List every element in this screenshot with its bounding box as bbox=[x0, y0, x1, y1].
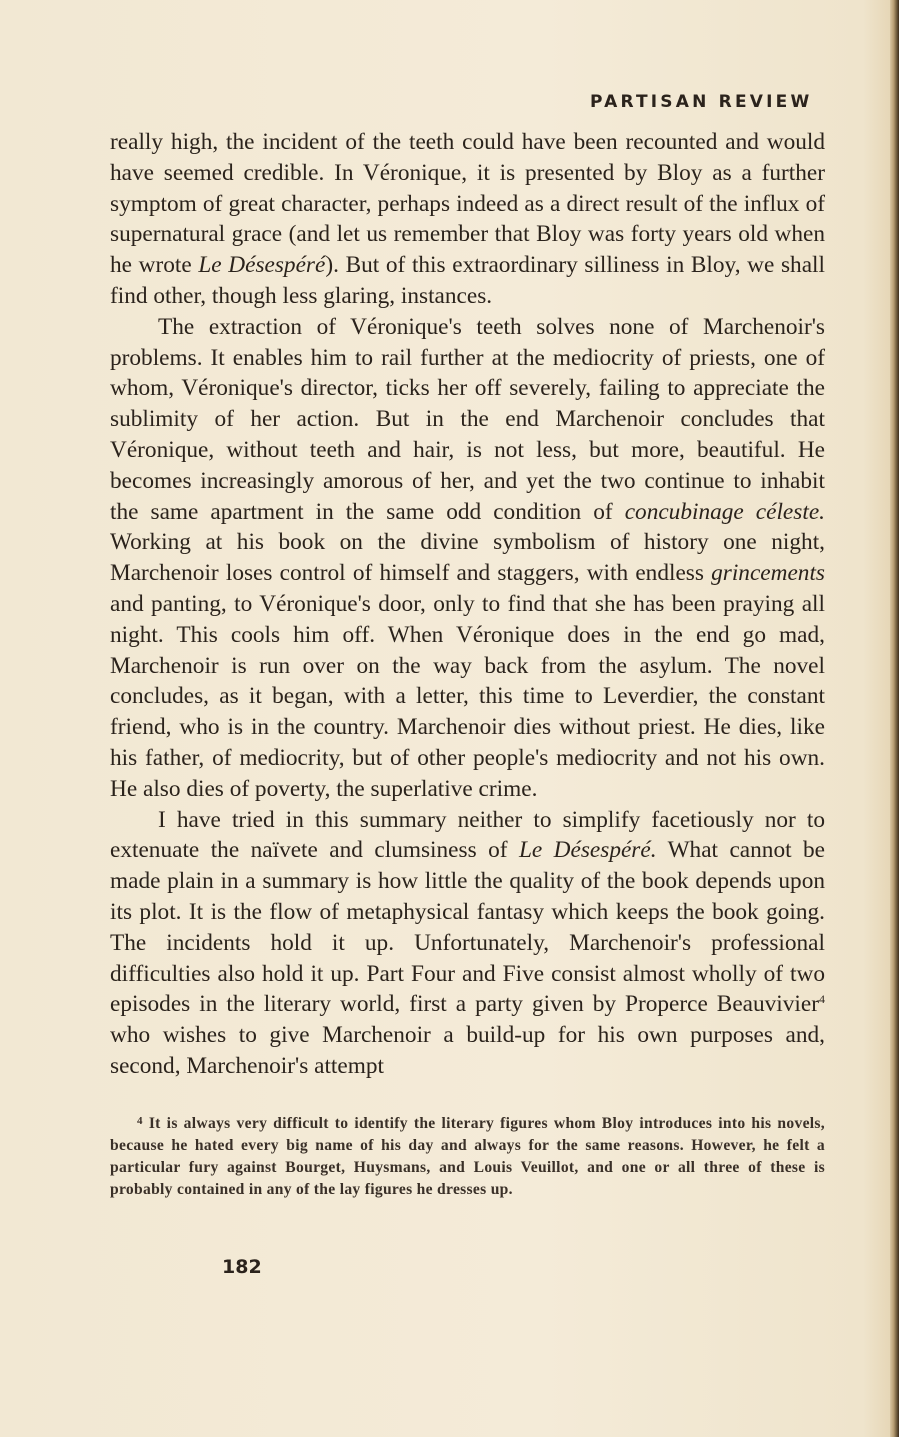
paragraph-3-text-a: I have tried in this summary neither to simplify facetiously nor to extenuate the naïvete and clumsiness of bbox=[110, 806, 825, 864]
french-term-italic: concubinage céleste. bbox=[624, 498, 825, 525]
book-title-italic: Le Désespéré. bbox=[518, 837, 657, 864]
footnote-text: It is always very difficult to identify the literary figures whom Bloy introduces into his novels, because he hated every big name of his day and always for the same reasons. However, he felt a particular fury against Bourget, Huysmans, and Louis Veuillot, and one or all three of these is probably contained in any of the lay figures he dresses up. bbox=[110, 1115, 825, 1198]
footnote bbox=[110, 1110, 825, 1201]
paragraph-2-text-c: and panting, to Véronique's door, only to find that she has been praying all night. This cools him off. When Véronique does in the end go mad, Marchenoir is run over on the way back from the asylum. The novel concludes, as it began, with a letter, this time to Leverdier, the constant friend, who is in the country. Marchenoir dies without priest. He dies, like his father, of mediocrity, but of other people's mediocrity and not his own. He also dies of poverty, the superlative crime. bbox=[110, 590, 825, 802]
footnote-paragraph bbox=[110, 1110, 825, 1201]
paragraph-3 bbox=[110, 805, 825, 1082]
running-header: PARTISAN REVIEW bbox=[590, 92, 813, 112]
body-text bbox=[110, 127, 825, 1082]
footnote-marker: 4 bbox=[137, 1115, 143, 1127]
paragraph-3-text-c: who wishes to give Marchenoir a build-up for his own purposes and, second, Marchenoir's attempt bbox=[110, 1022, 825, 1079]
french-term-italic: grincements bbox=[711, 560, 825, 587]
paragraph-2-text-b: Working at his book on the divine symbolism of history one night, Marchenoir loses control of himself and staggers, with endless bbox=[110, 529, 825, 587]
page-number: 182 bbox=[222, 1256, 262, 1278]
page-edge-shadow bbox=[890, 0, 899, 1437]
paragraph-1-text: really high, the incident of the teeth could have been recounted and would have seemed credible. In Véronique, it is presented by Bloy as a further symptom of great character, perhaps indeed as a direct result of the influx of supernatural grace (and let us remember that Bloy was forty years old when he wrote bbox=[110, 129, 825, 279]
paragraph-1-end: ). But of this extraordinary silliness in Bloy, we shall find other, though less glaring, instances. bbox=[110, 252, 825, 309]
paragraph-2-text-a: The extraction of Véronique's teeth solves none of Marchenoir's problems. It enables him to rail further at the mediocrity of priests, one of whom, Véronique's director, ticks her off severely, failing to appreciate the sublimity of her action. But in the end Marchenoir concludes that Véronique, without teeth and hair, is not less, but more, beautiful. He becomes increasingly amorous of her, and yet the two continue to inhabit the same apartment in the same odd condition of bbox=[110, 313, 825, 525]
paragraph-2 bbox=[110, 312, 825, 805]
book-title-italic: Le Désespéré bbox=[198, 252, 326, 279]
footnote-reference: 4 bbox=[819, 992, 825, 1007]
paragraph-1 bbox=[110, 127, 825, 312]
paragraph-3-text-b: What cannot be made plain in a summary is how little the quality of the book depends upon its plot. It is the flow of metaphysical fantasy which keeps the book going. The incidents hold it up. Unfortunately, Marchenoir's professional difficulties also hold it up. Part Four and Five consist almost wholly of two episodes in the literary world, first a party given by Properce Beauvivier bbox=[110, 837, 825, 1018]
